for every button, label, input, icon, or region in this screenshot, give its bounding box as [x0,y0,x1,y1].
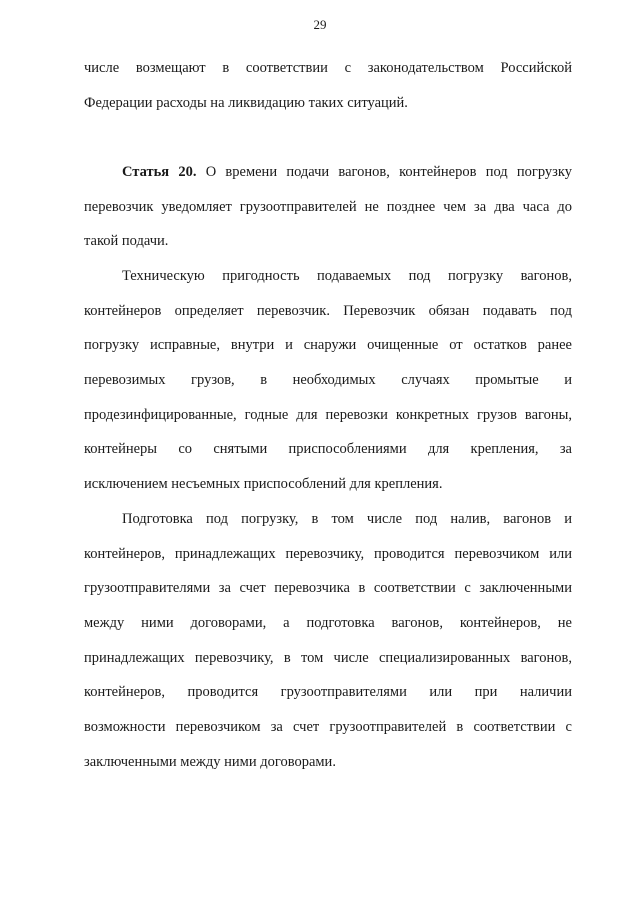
text-line: принадлежащих перевозчику, в том числе специализированных вагонов, [84,649,572,666]
text-line: такой подачи. [84,233,169,250]
text-line: перевозчик уведомляет грузоотправителей не позднее чем за два часа до [84,198,572,215]
technical-fitness-paragraph [84,259,572,502]
loading-preparation-paragraph [84,502,572,780]
text-line: О времени подачи вагонов, контейнеров под погрузку [205,164,572,180]
article-first-line [84,155,572,190]
text-line: контейнеров определяет перевозчик. Перевозчик обязан подавать под [84,302,572,319]
text-line: Подготовка под погрузку, в том числе под налив, вагонов и [122,511,572,527]
article-20-paragraph [84,155,572,259]
text-line: Техническую пригодность подаваемых под погрузку вагонов, [122,268,572,284]
text-line: заключенными между ними договорами. [84,753,336,770]
text-line: контейнеров, проводится грузоотправителями или при наличии [84,684,572,701]
paragraph-continuation [84,51,572,120]
text-line: между ними договорами, а подготовка вагонов, контейнеров, не [84,615,572,632]
page-number: 29 [313,17,327,32]
text-line: числе возмещают в соответствии с законодательством Российской [84,60,572,76]
text-line: продезинфицированные, годные для перевозки конкретных грузов вагоны, [84,406,572,423]
text-line: перевозимых грузов, в необходимых случаях промытые и [84,372,572,389]
text-line: контейнеров, принадлежащих перевозчику, проводится перевозчиком или [84,545,572,562]
text-line: контейнеры со снятыми приспособлениями для крепления, за [84,441,572,458]
text-line: исключением несъемных приспособлений для крепления. [84,476,443,493]
text-line: Федерации расходы на ликвидацию таких ситуаций. [84,94,408,111]
text-line: погрузку исправные, внутри и снаружи очищенные от остатков ранее [84,337,572,354]
text-line: грузоотправителями за счет перевозчика в соответствии с заключенными [84,580,572,597]
article-label: Статья 20. [122,164,197,180]
text-line: возможности перевозчиком за счет грузоотправителей в соответствии с [84,719,572,736]
